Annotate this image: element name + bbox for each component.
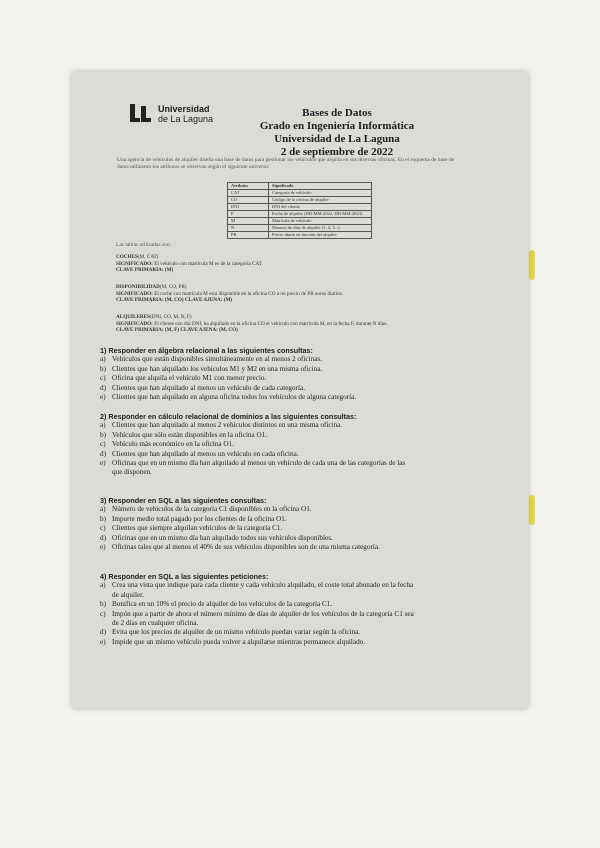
relation-name: ALQUILERES: [116, 314, 151, 320]
list-item: [100, 628, 510, 637]
item-text: Clientes que han alquilado al menos un vehículo de cada categoría.: [112, 383, 305, 392]
relation-schema: (M, CO, PR): [159, 284, 187, 290]
section-title: 3) Responder en SQL a las siguientes consultas:: [100, 496, 267, 505]
list-item: [100, 524, 510, 533]
item-label: a): [100, 421, 106, 430]
section-4: [100, 572, 510, 647]
list-item: [100, 393, 510, 402]
relation-coches: [116, 254, 496, 274]
attr-meaning: DNI del cliente: [269, 204, 372, 211]
section-2: [100, 412, 510, 478]
ull-logo-icon: [130, 104, 152, 124]
item-label: c): [100, 440, 106, 449]
logo-line2: de La Laguna: [158, 114, 214, 124]
logo-line1: Universidad: [158, 104, 210, 114]
item-text: Oficina que alquila el vehículo M1 con menor precio.: [112, 374, 267, 383]
attr-key: PR: [228, 232, 269, 239]
section-title: 2) Responder en cálculo relacional de dominios a las siguientes consultas:: [100, 412, 357, 421]
item-label: d): [100, 449, 106, 458]
degree-title: Grado en Ingeniería Informática: [259, 120, 415, 132]
relation-keys: CLAVE PRIMARIA: (M): [116, 267, 174, 274]
item-text: Oficinas que en un mismo día han alquilado todos sus vehículos disponibles.: [112, 533, 333, 542]
section-title: 1) Responder en álgebra relacional a las siguientes consultas:: [100, 346, 313, 355]
item-label: d): [100, 533, 106, 542]
list-item: [100, 440, 510, 449]
paper-clip-bottom: [529, 495, 535, 525]
attr-meaning: Precio diario en función del alquiler: [269, 232, 372, 239]
item-text: Clientes que han alquilado al menos un vehículo en cada oficina.: [112, 449, 299, 458]
meaning-label: SIGNIFICADO:: [116, 320, 153, 327]
attr-key: N: [228, 225, 269, 232]
item-label: e): [100, 459, 106, 468]
item-label: d): [100, 383, 106, 392]
course-title: Bases de Datos: [302, 107, 372, 119]
item-label: a): [100, 505, 106, 514]
item-label: b): [100, 514, 106, 523]
relation-name: DISPONIBILIDAD: [116, 284, 160, 290]
paper-clip-top: [529, 250, 535, 280]
table-row: [228, 225, 372, 232]
table-row: [228, 232, 372, 239]
table-row: [228, 204, 372, 211]
item-text: Bonifica en un 10% el precio de alquiler de los vehículos de la categoría C1.: [112, 600, 333, 609]
exam-header: [232, 107, 442, 159]
item-label: c): [100, 524, 106, 533]
section-3: [100, 496, 510, 552]
attr-meaning: Fecha de alquiler (DD-MM-2022, DD-MM-2023): [269, 211, 372, 218]
university-logo: [130, 104, 213, 124]
meaning-label: SIGNIFICADO:: [116, 290, 153, 297]
list-item: [100, 543, 510, 552]
item-text: Vehículos que están disponibles simultáneamente en al menos 2 oficinas.: [112, 355, 322, 364]
item-label: a): [100, 581, 106, 590]
meaning-label: SIGNIFICADO:: [116, 260, 153, 267]
item-label: b): [100, 600, 106, 609]
list-item: [100, 515, 510, 524]
item-text: Clientes que han alquilado al menos 2 vehículos distintos en una misma oficina.: [112, 421, 343, 430]
item-text: Oficinas que en un mismo día han alquilado al menos un vehículo de cada una de las categorías de las: [112, 459, 406, 468]
attr-header-meaning: Significado: [269, 183, 372, 190]
item-text: Importe medio total pagado por los clientes de la oficina O1.: [112, 514, 287, 523]
relation-meaning: El vehículo con matrícula M es de la categoría CAT.: [154, 260, 263, 267]
item-continuation: de 2 días en cualquier oficina.: [112, 619, 199, 628]
relation-disponibilidad: [116, 284, 496, 304]
list-item: [100, 450, 510, 459]
exam-sheet: [72, 72, 528, 708]
university-name: Universidad de La Laguna: [274, 133, 400, 145]
item-continuation: que disponen.: [112, 468, 152, 477]
attr-key: CAT: [228, 190, 269, 197]
item-label: d): [100, 628, 106, 637]
item-text: Número de vehículos de la categoría C1 disponibles en la oficina O1.: [112, 505, 312, 514]
list-item: [100, 459, 510, 468]
relation-keys: CLAVE PRIMARIA: (M, CO) CLAVE AJENA: (M): [116, 297, 233, 304]
exam-date: 2 de septiembre de 2022: [280, 146, 394, 158]
item-label: b): [100, 364, 106, 373]
attr-meaning: Código de la oficina de alquiler: [269, 197, 372, 204]
section-1: [100, 346, 510, 402]
relation-meaning: El coche con matrícula M está disponible en la oficina CO a un precio de PR euros diarios.: [154, 290, 343, 297]
list-item: [100, 581, 510, 590]
item-text: Vehículo más económico en la oficina O1.: [112, 440, 234, 449]
list-item: [100, 505, 510, 514]
attr-meaning: Número de días de alquiler (1, 2, 3...): [269, 225, 372, 232]
item-label: e): [100, 543, 106, 552]
item-label: c): [100, 374, 106, 383]
intro-paragraph: Una agencia de vehículos de alquiler diseña una base de datos para gestionar los vehículos que alquila en sus diversas oficinas. En el esquema de base de datos utilizaron los atributos se observan según el siguiente universo:: [117, 157, 455, 170]
list-item: [100, 374, 510, 383]
item-label: e): [100, 637, 106, 646]
item-label: c): [100, 609, 106, 618]
item-label: a): [100, 355, 106, 364]
attr-key: DNI: [228, 204, 269, 211]
item-text: Crea una vista que indique para cada cliente y cada vehículo alquilado, el coste total abonado en la fecha: [112, 581, 414, 590]
attr-key: M: [228, 218, 269, 225]
relation-alquileres: [116, 314, 496, 334]
list-item: [100, 638, 510, 647]
item-text: Clientes que han alquilado en alguna oficina todos los vehículos de alguna categoría.: [112, 393, 357, 402]
list-item: [100, 610, 510, 619]
item-continuation: de alquiler.: [112, 590, 144, 599]
item-text: Impide que un mismo vehículo pueda volver a alquilarse mientras permanece alquilado.: [112, 637, 366, 646]
table-row: [228, 190, 372, 197]
list-item: [100, 534, 510, 543]
list-item: [100, 600, 510, 609]
relation-name: COCHES: [116, 254, 138, 260]
attr-meaning: Categoría de vehículo: [269, 190, 372, 197]
relation-keys: CLAVE PRIMARIA: (M, F) CLAVE AJENA: (M, CO): [116, 327, 238, 334]
item-label: b): [100, 430, 106, 439]
list-item: [100, 355, 510, 364]
item-text: Clientes que han alquilado los vehículos M1 y M2 en una misma oficina.: [112, 364, 323, 373]
attributes-table: [227, 182, 372, 239]
list-item: [100, 421, 510, 430]
list-item: [100, 384, 510, 393]
tables-intro: Las tablas utilizadas son:: [116, 242, 172, 248]
relation-schema: (M, CAT): [137, 254, 159, 260]
item-label: e): [100, 393, 106, 402]
item-text: Clientes que siempre alquilan vehículos de la categoría C1.: [112, 524, 283, 533]
section-title: 4) Responder en SQL a las siguientes peticiones:: [100, 572, 269, 581]
list-item: [100, 431, 510, 440]
item-text: Evita que los precios de alquiler de un mismo vehículo puedan variar según la oficina.: [112, 628, 361, 637]
attr-key: CO: [228, 197, 269, 204]
item-text: Vehículos que sólo están disponibles en la oficina O1.: [112, 430, 268, 439]
list-item: [100, 365, 510, 374]
relation-meaning: El cliente con dni DNI, ha alquilado en la oficina CO el vehículo con matrícula M, en la fecha F, durante N días.: [154, 320, 388, 327]
item-text: Oficinas tales que al menos el 40% de sus vehículos disponibles son de una misma categoría.: [112, 543, 380, 552]
item-text: Impón que a partir de ahora el número mínimo de días de alquiler de los vehículos de la categoría C1 sea: [112, 609, 414, 618]
relation-schema: (DNI, CO, M, N, F): [150, 314, 192, 320]
attr-header-attribute: Atributo: [228, 183, 269, 190]
table-row: [228, 197, 372, 204]
attr-meaning: Matrícula de vehículo: [269, 218, 372, 225]
table-row: [228, 218, 372, 225]
table-row: [228, 211, 372, 218]
attr-key: F: [228, 211, 269, 218]
